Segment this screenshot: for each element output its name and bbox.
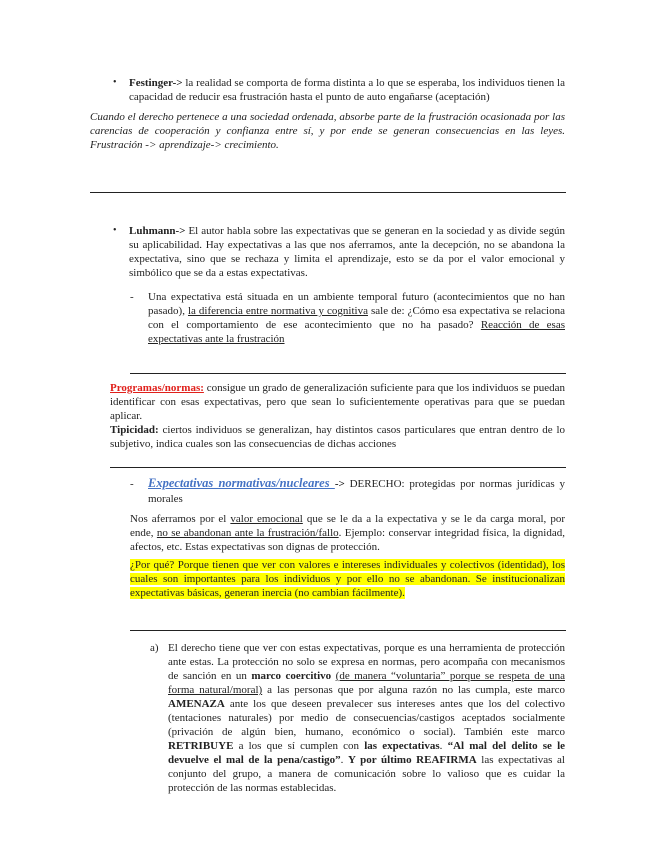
temporal-text-2: sale de: ¿Cómo esa expectativa se relaciona con el comportamiento de ese acontecimiento que no ha pasado? — [148, 305, 565, 331]
festinger-paragraph — [129, 76, 565, 104]
derecho-text-7: . — [340, 754, 349, 766]
no-se-abandonan: no se abandonan ante la frustración/fallo — [156, 527, 339, 539]
section-divider — [130, 373, 566, 374]
arrow-icon: -> — [334, 478, 345, 490]
temporal-text-1: Una expectativa está situada en un ambiente temporal futuro (acontecimientos que no han pasado), — [148, 291, 565, 317]
dash-marker: - — [130, 291, 134, 303]
porque-highlight: ¿Por qué? Porque tienen que ver con valores e intereses individuales y colectivos (identidad), los cuales son importantes para los individuos y por ello no se abandonan. Se institucionalizan expectativas básicas, generan inercia (no cambian fácilmente). — [130, 559, 565, 599]
derecho-paragraph — [168, 641, 565, 795]
section-divider — [90, 192, 566, 193]
section-divider — [130, 630, 566, 631]
programas-text: consigue un grado de generalización suficiente para que los individuos se puedan identificar con esas expectativas, pero que sean lo suficientemente operativas para que se puedan aplicar. — [110, 382, 565, 422]
aferramos-text-1: Nos aferramos por el — [130, 513, 231, 525]
dash-marker: - — [130, 478, 134, 490]
derecho-text-5: a los que sí cumplen con — [233, 740, 365, 752]
derecho-text-1: El derecho tiene que ver con estas expectativas, porque es una herramienta de protección ante estas. La protección no solo se expresa en normas, pero acompaña con mecanismos de sanción en un — [168, 642, 565, 682]
list-label-a: a) — [150, 642, 159, 654]
bullet-icon: • — [113, 77, 117, 88]
derecho-text-4: ante los que deseen prevalecer sus intereses antes que los del colectivo (tentaciones naturales) por medio de consecuencias/castigos aceptados socialmente (privación de algún bien, humano, económico o social). También este marco — [168, 698, 565, 738]
luhmann-paragraph — [129, 224, 565, 280]
luhmann-name: Luhmann-> — [129, 225, 186, 237]
temporal-paragraph — [148, 290, 565, 346]
normativas-text: DERECHO: protegidas por normas jurídicas y morales — [148, 478, 565, 505]
festinger-text: la realidad se comporta de forma distinta a lo que se esperaba, los individuos tienen la capacidad de reducir esa frustración hasta el punto de auto engañarse (aceptación) — [129, 77, 565, 103]
al-mal-del-delito: “Al mal del delito se le devuelve el mal de la pena/castigo” — [168, 740, 566, 766]
derecho-text-6: . — [439, 740, 448, 752]
programas-label: Programas/normas: — [110, 382, 204, 394]
tipicidad-text: ciertos individuos se generalizan, hay distintos casos particulares que entran dentro de lo subjetivo, indica cuales son las consecuencias de dichas acciones — [110, 424, 565, 450]
porque-paragraph — [130, 558, 565, 600]
normativas-label: Expectativas normativas/nucleares — [148, 476, 335, 490]
aferramos-text-2: que se le da a la expectativa y se le da carga moral, por ende, — [130, 513, 565, 539]
reaccion-frustracion-link: Reacción de esas expectativas ante la frustración — [148, 319, 565, 345]
festinger-name: Festinger-> — [129, 77, 183, 89]
manera-voluntaria: (de manera “voluntaria” porque se respeta de una forma natural/moral) — [168, 670, 565, 696]
derecho-text-3: a las personas que por alguna razón no las cumpla, este marco — [262, 684, 565, 696]
tipicidad-label: Tipicidad: — [110, 424, 159, 436]
reafirma: Y por último REAFIRMA — [348, 754, 477, 766]
retribuye: RETRIBUYE — [168, 740, 234, 752]
las-expectativas: las expectativas — [364, 740, 440, 752]
bullet-icon: • — [113, 225, 117, 236]
marco-coercitivo: marco coercitivo — [251, 670, 332, 682]
valor-emocional: valor emocional — [230, 513, 303, 525]
intro-italic-paragraph: Cuando el derecho pertenece a una sociedad ordenada, absorbe parte de la frustración ocasionada por las carencias de cooperación y confianza entre sí, y por ende se generan consecuencias en las leyes. Frustración -> aprendizaje-> crecimiento. — [90, 111, 565, 151]
normativas-paragraph — [148, 476, 565, 507]
amenaza: AMENAZA — [168, 698, 225, 710]
derecho-text-8: las expectativas al conjunto del grupo, a manera de comunicación sobre lo valioso que es cuidar la protección de las normas establecidas. — [168, 754, 565, 794]
programas-paragraph — [110, 381, 565, 451]
aferramos-paragraph — [130, 512, 565, 554]
normativa-cognitiva-link: la diferencia entre normativa y cognitiva — [187, 305, 368, 317]
luhmann-text: El autor habla sobre las expectativas que se generan en la sociedad y as divide según su aplicabilidad. Hay expectativas a las que nos aferramos, ante la decepción, no se abandona la expectativa, sino que se rechaza y limita el aprendizaje, esto se da por el valor emocional y simbólico que se da a estas expectativas. — [129, 225, 565, 279]
section-divider — [110, 467, 566, 468]
aferramos-text-3: . Ejemplo: conservar integridad física, la dignidad, afectos, etc. Estas expectativas son dignas de protección. — [130, 527, 566, 553]
